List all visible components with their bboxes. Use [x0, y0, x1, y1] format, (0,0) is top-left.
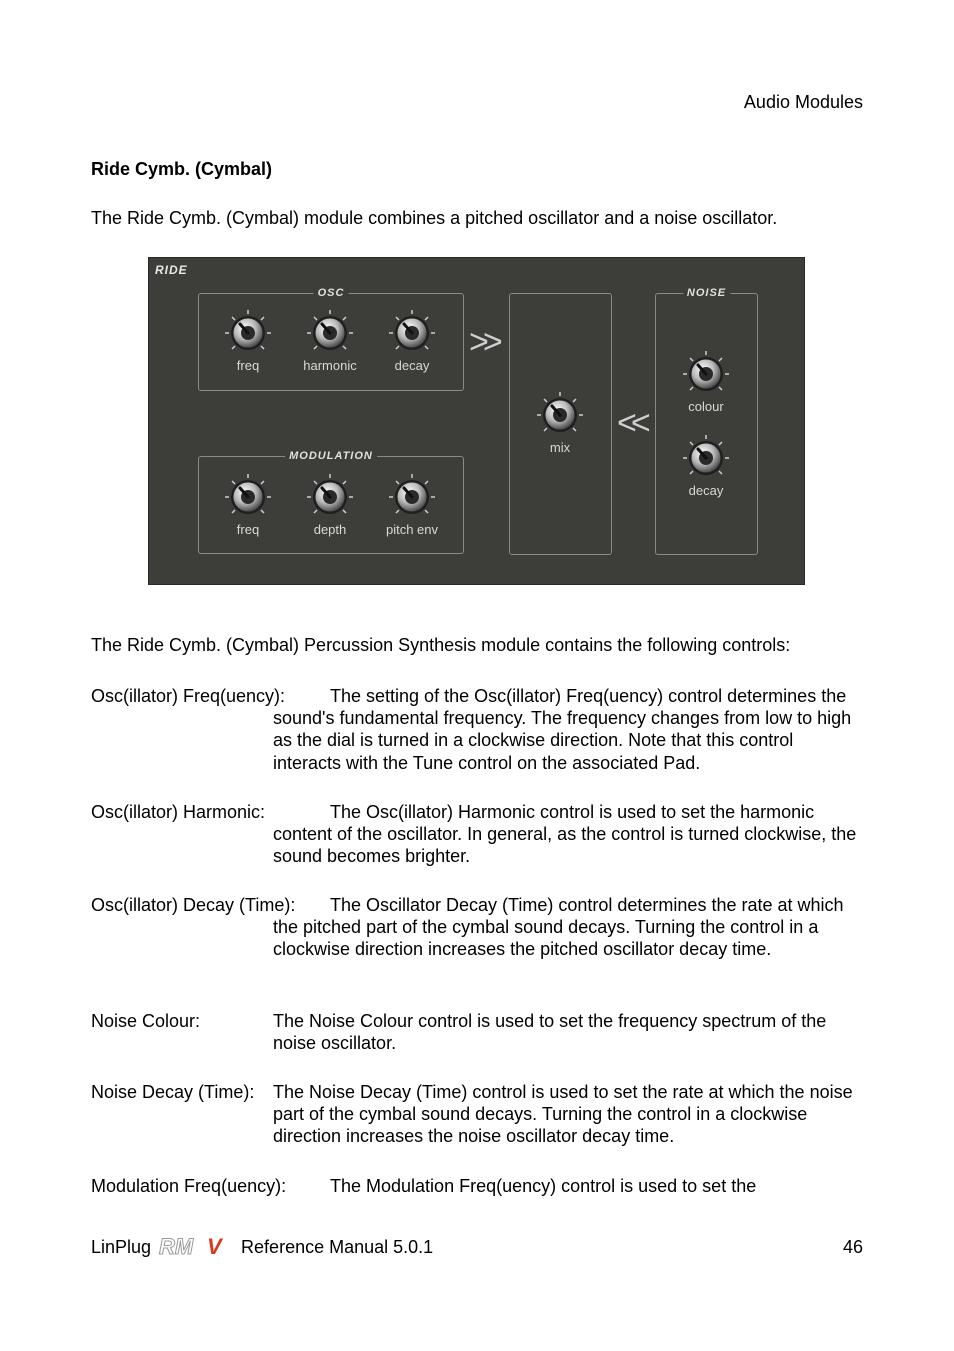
mod-depth-knob[interactable] — [299, 472, 361, 542]
noise-label: NOISE — [683, 286, 730, 300]
intro-paragraph: The Ride Cymb. (Cymbal) module combines a pitched oscillator and a noise oscillator. — [91, 208, 778, 228]
footer-manual: Reference Manual 5.0.1 — [241, 1237, 434, 1257]
footer-left — [91, 1236, 433, 1258]
knob-label: colour — [688, 399, 724, 414]
knob-label: freq — [236, 522, 260, 537]
definition-noise-decay — [91, 1081, 863, 1148]
definition-osc-decay — [91, 894, 863, 961]
osc-decay-knob[interactable] — [381, 308, 443, 378]
definition-term: Noise Decay (Time): — [91, 1082, 255, 1102]
noise-colour-knob[interactable] — [675, 349, 737, 419]
knob-label: pitch env — [385, 522, 439, 537]
definition-desc: The Modulation Freq(uency) control is used to set the — [330, 1176, 757, 1196]
footer-brand: LinPlug — [91, 1237, 152, 1257]
rmv-logo-icon — [157, 1236, 235, 1258]
knob-label: mix — [549, 440, 571, 455]
osc-harmonic-knob[interactable] — [299, 308, 361, 378]
noise-decay-knob[interactable] — [675, 433, 737, 503]
controls-intro: The Ride Cymb. (Cymbal) Percussion Synthesis module contains the following controls: — [91, 635, 791, 655]
knob-label: freq — [236, 358, 260, 373]
definition-mod-freq — [91, 1175, 863, 1197]
definition-term: Osc(illator) Decay (Time): — [91, 895, 296, 915]
definition-desc: The Noise Colour control is used to set the frequency spectrum of the noise oscillator. — [273, 1011, 827, 1054]
definition-desc: The Oscillator Decay (Time) control determines the rate at which the pitched part of the cymbal sound decays. Turning the control in a clockwise direction increases the pitched oscillator decay time. — [273, 895, 844, 960]
mod-pitch-env-knob[interactable] — [381, 472, 443, 542]
definition-desc: The setting of the Osc(illator) Freq(uency) control determines the sound's fundamental frequency. The frequency changes from low to high as the dial is turned in a clockwise direction. Note that this control interacts with the Tune control on the associated Pad. — [273, 686, 852, 773]
ride-module-panel — [148, 257, 805, 585]
logo-letter-v: V — [207, 1236, 222, 1258]
page-number: 46 — [842, 1237, 863, 1257]
panel-title: RIDE — [155, 263, 188, 277]
logo-letters-rm: RM — [159, 1236, 194, 1258]
arrow-right-icon: >> — [469, 323, 497, 361]
noise-section — [655, 287, 758, 555]
knob-label: decay — [394, 358, 430, 373]
osc-freq-knob[interactable] — [217, 308, 279, 378]
knob-label: decay — [688, 483, 724, 498]
knob-label: harmonic — [303, 358, 357, 373]
mod-freq-knob[interactable] — [217, 472, 279, 542]
definition-term: Noise Colour: — [91, 1011, 201, 1031]
definition-desc: The Noise Decay (Time) control is used to set the rate at which the noise part of the cymbal sound decays. Turning the control in a clockwise direction increases the noise oscillator decay time. — [273, 1082, 853, 1147]
osc-label: OSC — [314, 286, 349, 300]
running-header: Audio Modules — [743, 92, 863, 112]
knob-label: depth — [313, 522, 347, 537]
definition-noise-colour — [91, 1010, 863, 1054]
definition-osc-harmonic — [91, 801, 863, 868]
arrow-left-icon: << — [617, 404, 645, 442]
modulation-label: MODULATION — [285, 449, 377, 463]
definition-osc-freq — [91, 685, 863, 774]
definition-term: Osc(illator) Freq(uency): — [91, 686, 286, 706]
definition-term: Modulation Freq(uency): — [91, 1176, 287, 1196]
definition-term: Osc(illator) Harmonic: — [91, 802, 266, 822]
mix-knob[interactable] — [529, 390, 591, 460]
section-title: Ride Cymb. (Cymbal) — [91, 159, 273, 179]
definition-desc: The Osc(illator) Harmonic control is used to set the harmonic content of the oscillator. In general, as the control is turned clockwise, the sound becomes brighter. — [273, 802, 857, 867]
